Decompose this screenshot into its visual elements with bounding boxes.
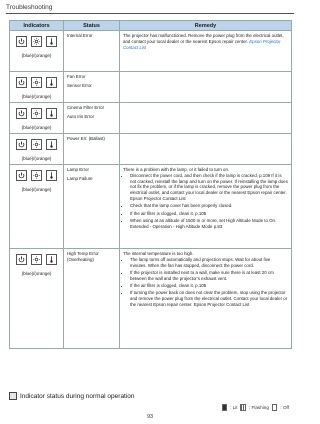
indicator-cell [10, 31, 64, 72]
epson-contact-link[interactable]: Epson Projector Contact List [123, 38, 281, 50]
indicator-icons [13, 108, 60, 119]
table-row [10, 249, 292, 349]
indicator-icons [13, 139, 60, 150]
remedy-list-item: • Check that the lamp cover has been properly closed. [130, 203, 288, 209]
table-row [10, 165, 292, 249]
table-row [10, 103, 292, 134]
power-indicator-icon [16, 108, 27, 119]
remedy-cell [120, 31, 292, 72]
temp-indicator-icon [46, 170, 57, 181]
off-swatch-icon [272, 404, 278, 411]
status-cell [64, 165, 120, 249]
temp-indicator-icon [46, 139, 57, 150]
indicator-cell [10, 134, 64, 165]
remedy-list [123, 257, 288, 308]
legend-lit: : Lit [230, 405, 238, 410]
lamp-indicator-icon [31, 108, 42, 119]
page-number: 93 [146, 414, 154, 420]
temp-indicator-icon [46, 36, 57, 47]
lit-swatch-icon [222, 404, 228, 411]
section-title: Indicator status during normal operation [20, 392, 135, 400]
remedy-list-item: • When using at an altitude of 1500 m or more, set High Altitude Mode to On. Extended - Operation - High Altitude Mode p.83 [130, 218, 288, 230]
lamp-indicator-icon [31, 77, 42, 88]
legend-flashing: : Flashing [248, 405, 269, 410]
section-square-icon [9, 392, 17, 400]
lamp-indicator-icon [31, 170, 42, 181]
troubleshooting-table [9, 20, 292, 349]
power-indicator-icon [16, 36, 27, 47]
table-header-row [10, 21, 292, 31]
status-text: Sensor Error [67, 82, 92, 88]
indicator-cell [10, 103, 64, 134]
status-cell [64, 249, 120, 349]
remedy-list-item: • If turning the power back on does not clear the problem, stop using the projector and remove the power plug from the electrical outlet. Contact your local dealer or the nearest Epson repair center. Epson Projector Contact List [130, 290, 288, 307]
indicator-color-label: (blue)/(orange) [21, 187, 52, 192]
remedy-cell [120, 134, 292, 165]
remedy-cell [120, 103, 292, 134]
indicator-icons [13, 254, 60, 265]
temp-indicator-icon [46, 254, 57, 265]
remedy-cell [120, 72, 292, 103]
indicator-cell [10, 72, 64, 103]
table-row [10, 31, 292, 72]
lamp-indicator-icon [31, 139, 42, 150]
status-text: Cinema Filter Error [67, 105, 105, 110]
status-text: Lamp Error [67, 167, 89, 172]
indicator-cell [10, 249, 64, 349]
status-cell [64, 103, 120, 134]
temp-indicator-icon [46, 108, 57, 119]
column-header-remedy: Remedy [120, 21, 292, 31]
temp-indicator-icon [46, 77, 57, 88]
page-header-title: Troubleshooting [6, 4, 53, 11]
status-text: High Temp Error (Overheating) [67, 251, 99, 262]
status-text: Lamp Failure [67, 175, 93, 181]
remedy-list-item: • If the air filter is clogged, clean it. p.105 [130, 211, 288, 217]
remedy-intro: The internal temperature is too high. [123, 251, 194, 256]
column-header-status: Status [64, 21, 120, 31]
indicator-cell [10, 165, 64, 249]
remedy-cell [120, 165, 292, 249]
status-text: Power Err. (Ballast) [67, 136, 105, 141]
status-cell [64, 134, 120, 165]
remedy-text: The projector has malfunctioned. Remove the power plug from the electrical outlet, and contact your local dealer or the nearest Epson repair center. [123, 33, 284, 44]
status-text: Internal Error [67, 33, 93, 38]
status-text: Fan Error [67, 74, 86, 79]
section-heading [9, 392, 135, 400]
remedy-list-item: • The lamp turns off automatically and projection stops. Wait for about five minutes. When the fan has stopped, disconnect the power cord. [130, 257, 288, 269]
indicator-color-label: (blue)/(orange) [21, 156, 52, 161]
status-cell [64, 31, 120, 72]
power-indicator-icon [16, 254, 27, 265]
legend-off: : Off [280, 405, 289, 410]
indicator-legend [222, 404, 289, 411]
remedy-list-item: • Disconnect the power cord, and then check if the lamp is cracked. p.109 If it is not cracked, reinstall the lamp and turn on the power. If reinstalling the lamp does not fix the problem, or if the lamp is cracked, remove the power plug from the electrical outlet, and contact your local dealer or the nearest Epson repair center. Epson Projector Contact List [130, 173, 288, 202]
status-text: Auto Iris Error [67, 113, 95, 119]
remedy-list [123, 173, 288, 230]
indicator-color-label: (blue)/(orange) [21, 271, 52, 276]
indicator-icons [13, 77, 60, 88]
power-indicator-icon [16, 77, 27, 88]
indicator-icons [13, 170, 60, 181]
remedy-intro: There is a problem with the lamp, or it failed to turn on. [123, 167, 230, 172]
power-indicator-icon [16, 139, 27, 150]
lamp-indicator-icon [31, 36, 42, 47]
indicator-color-label: (blue)/(orange) [21, 94, 52, 99]
indicator-color-label: (blue)/(orange) [21, 53, 52, 58]
lamp-indicator-icon [31, 254, 42, 265]
power-indicator-icon [16, 170, 27, 181]
remedy-cell [120, 249, 292, 349]
table-row [10, 72, 292, 103]
remedy-list-item: • If the air filter is clogged, clean it. p.105 [130, 283, 288, 289]
indicator-color-label: (blue)/(orange) [21, 125, 52, 130]
status-cell [64, 72, 120, 103]
table-row [10, 134, 292, 165]
header-rule [6, 13, 294, 14]
indicator-icons [13, 36, 60, 47]
column-header-indicators: Indicators [10, 21, 64, 31]
flashing-swatch-icon [240, 404, 246, 411]
remedy-list-item: • If the projector is installed next to a wall, make sure there is at least 20 cm between the wall and the projector's exhaust vent. [130, 270, 288, 282]
